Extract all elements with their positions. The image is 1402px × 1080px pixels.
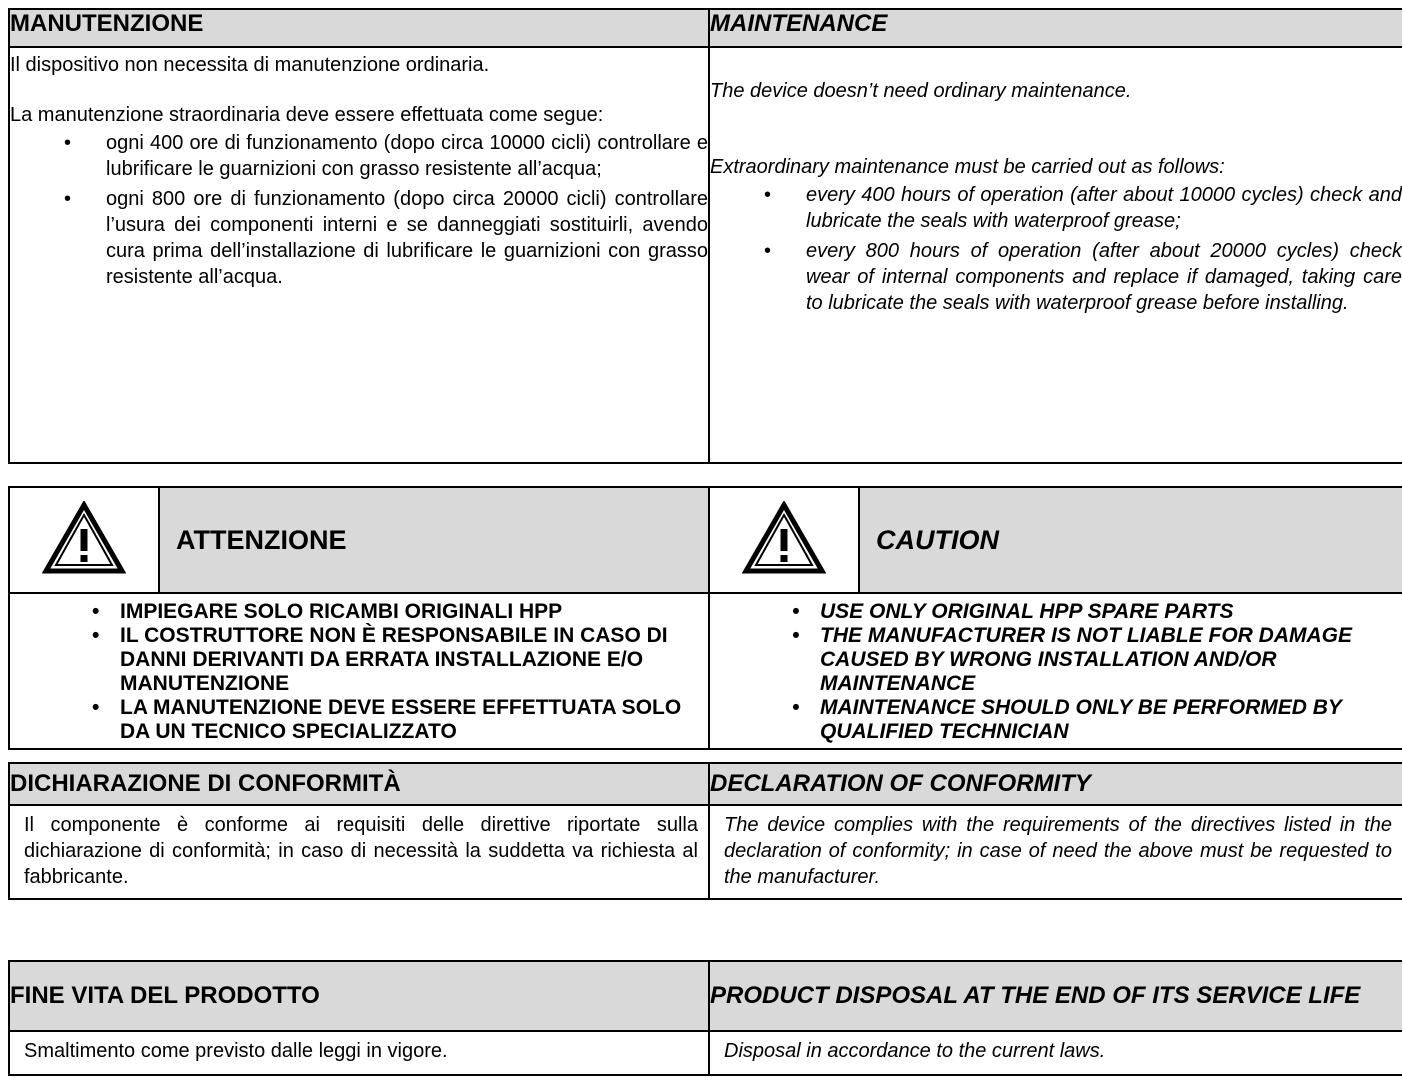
maintenance-section xyxy=(8,8,1402,464)
list-item: • ogni 800 ore di funzionamento (dopo circa 20000 cicli) controllare l’usura dei componenti interni e se danneggiati sostituirli, avendo cura prima dell’installazione di lubrificare le guarnizioni con grasso resistente all’acqua. xyxy=(106,186,708,290)
disposal-title-it: FINE VITA DEL PRODOTTO xyxy=(9,961,709,1031)
caution-list-it xyxy=(9,593,709,749)
list-item: • IL COSTRUTTORE NON È RESPONSABILE IN CASO DI DANNI DERIVANTI DA ERRATA INSTALLAZIONE E/O MANUTENZIONE xyxy=(120,624,698,696)
list-item: • ogni 400 ore di funzionamento (dopo circa 10000 cicli) controllare e lubrificare le guarnizioni con grasso resistente all’acqua; xyxy=(106,130,708,182)
disposal-text-it: Smaltimento come previsto dalle leggi in vigore. xyxy=(9,1031,709,1075)
list-item: • every 400 hours of operation (after about 10000 cycles) check and lubricate the seals with waterproof grease; xyxy=(806,182,1402,234)
list-item: • IMPIEGARE SOLO RICAMBI ORIGINALI HPP xyxy=(120,600,698,624)
conformity-text-it: Il componente è conforme ai requisiti delle direttive riportate sulla dichiarazione di conformità; in caso di necessità la suddetta va richiesta al fabbricante. xyxy=(9,805,709,899)
warning-triangle-icon xyxy=(9,487,159,593)
conformity-text-en: The device complies with the requirements of the directives listed in the declaration of conformity; in case of need the above must be requested to the manufacturer. xyxy=(709,805,1402,899)
disposal-title-en: PRODUCT DISPOSAL AT THE END OF ITS SERVICE LIFE xyxy=(709,961,1402,1031)
list-item: • THE MANUFACTURER IS NOT LIABLE FOR DAMAGE CAUSED BY WRONG INSTALLATION AND/OR MAINTENANCE xyxy=(820,624,1392,696)
list-item: • every 800 hours of operation (after about 20000 cycles) check wear of internal components and replace if damaged, taking care to lubricate the seals with waterproof grease before installing. xyxy=(806,238,1402,316)
caution-title-it: ATTENZIONE xyxy=(159,487,709,593)
list-item: • LA MANUTENZIONE DEVE ESSERE EFFETTUATA SOLO DA UN TECNICO SPECIALIZZATO xyxy=(120,696,698,744)
conformity-title-it: DICHIARAZIONE DI CONFORMITÀ xyxy=(9,763,709,805)
warning-triangle-icon xyxy=(709,487,859,593)
list-item: • MAINTENANCE SHOULD ONLY BE PERFORMED BY QUALIFIED TECHNICIAN xyxy=(820,696,1392,744)
maintenance-extra-it: La manutenzione straordinaria deve essere effettuata come segue: xyxy=(10,104,604,126)
maintenance-intro-en: The device doesn’t need ordinary maintenance. xyxy=(710,80,1132,102)
maintenance-extra-en: Extraordinary maintenance must be carried out as follows: xyxy=(710,156,1225,178)
disposal-section xyxy=(8,960,1402,1076)
conformity-section xyxy=(8,762,1402,900)
caution-title-en: CAUTION xyxy=(859,487,1402,593)
maintenance-title-it: MANUTENZIONE xyxy=(9,9,709,47)
disposal-text-en: Disposal in accordance to the current laws. xyxy=(709,1031,1402,1075)
maintenance-intro-it: Il dispositivo non necessita di manutenzione ordinaria. xyxy=(10,54,490,76)
conformity-title-en: DECLARATION OF CONFORMITY xyxy=(709,763,1402,805)
list-item: • USE ONLY ORIGINAL HPP SPARE PARTS xyxy=(820,600,1392,624)
maintenance-list-en xyxy=(710,182,1402,316)
caution-section xyxy=(8,486,1402,750)
caution-list-en xyxy=(709,593,1402,749)
maintenance-body-en xyxy=(709,47,1402,463)
maintenance-body-it xyxy=(9,47,709,463)
maintenance-title-en: MAINTENANCE xyxy=(709,9,1402,47)
maintenance-list-it xyxy=(10,130,708,290)
